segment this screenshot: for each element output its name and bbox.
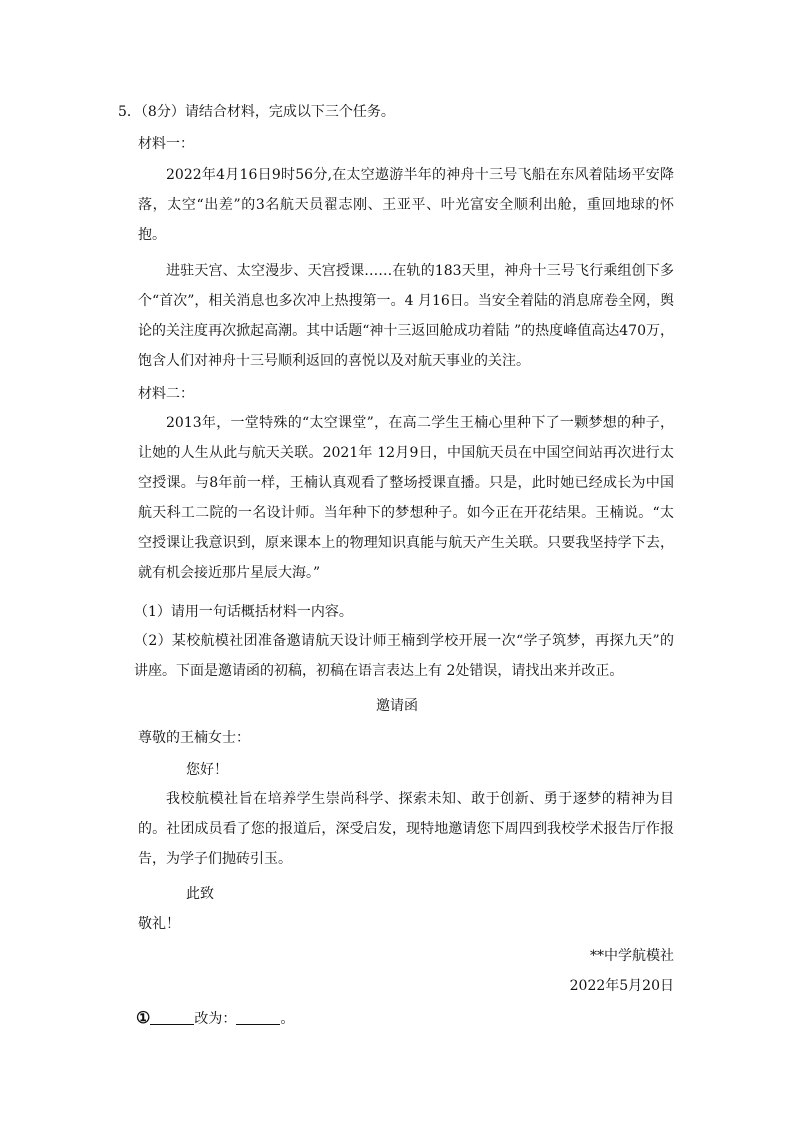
material1-label: 材料一： bbox=[138, 136, 194, 152]
letter-greeting: 您好！ bbox=[186, 762, 228, 778]
answer-end-mark: 。 bbox=[280, 1011, 295, 1027]
task-2: （2）某校航模社团准备邀请航天设计师王楠到学校开展一次“学子筑梦，再探九天”的讲座。下面是邀请函的初稿，初稿在语言表达上有 2处错误，请找出来并改正。 bbox=[134, 633, 674, 679]
answer-blank-correction[interactable] bbox=[236, 1010, 280, 1025]
question-header: 5．（8分）请结合材料，完成以下三个任务。 bbox=[118, 104, 395, 120]
letter-closing-1: 此致 bbox=[186, 886, 214, 902]
task-1: （1）请用一句话概括材料一内容。 bbox=[134, 604, 353, 620]
letter-date: 2022年5月20日 bbox=[569, 978, 674, 994]
letter-signature: **中学航模社 bbox=[590, 948, 674, 964]
material1-paragraph-1: 2022年4月16日9时56分,在太空遨游半年的神舟十三号飞船在东风着陆场平安降落，太空“出差”的3名航天员翟志刚、王亚平、叶光富安全顺利出舱，重回地球的怀抱。 bbox=[138, 167, 674, 243]
answer-change-label: 改为： bbox=[194, 1011, 237, 1027]
letter-closing-2: 敬礼！ bbox=[138, 916, 180, 932]
answer-marker: ① bbox=[136, 1008, 151, 1027]
letter-title: 邀请函 bbox=[376, 698, 418, 714]
material2-paragraph-1: 2013年，一堂特殊的“太空课堂”，在高二学生王楠心里种下了一颗梦想的种子，让她的人生从此与航天关联。2021年 12月9日，中国航天员在中国空间站再次进行太空授课。与8年前一样，王楠认真观看了整场授课直播。只是，此时她已经成长为中国航天科工二院的一名设计师。当年种下的梦想种子。如今正在开花结果。王楠说。“太空授课让我意识到，原来课本上的物理知识真能与航天产生关联。只要我坚持学下去，就有机会接近那片星辰大海。” bbox=[138, 415, 674, 581]
material1-paragraph-2: 进驻天宫、太空漫步、天宫授课……在轨的183天里，神舟十三号飞行乘组创下多个“首次”，相关消息也多次冲上热搜第一。4 月16日。当安全着陆的消息席卷全网，舆论的关注度再次掀起高潮。其中话题“神十三返回舱成功着陆 ”的热度峰值高达470万，饱含人们对神舟十三号顺利返回的喜悦以及对航天事业的关注。 bbox=[138, 263, 674, 369]
material2-label: 材料二： bbox=[138, 386, 194, 402]
letter-body: 我校航模社旨在培养学生崇尚科学、探索未知、敢于创新、勇于逐梦的精神为目的。社团成员看了您的报道后，深受启发，现特地邀请您下周四到我校学术报告厅作报告，为学子们抛砖引玉。 bbox=[138, 791, 674, 867]
answer-line-1 bbox=[136, 1008, 294, 1029]
answer-blank-original[interactable] bbox=[150, 1010, 194, 1025]
letter-salutation: 尊敬的王楠女士： bbox=[138, 730, 250, 746]
